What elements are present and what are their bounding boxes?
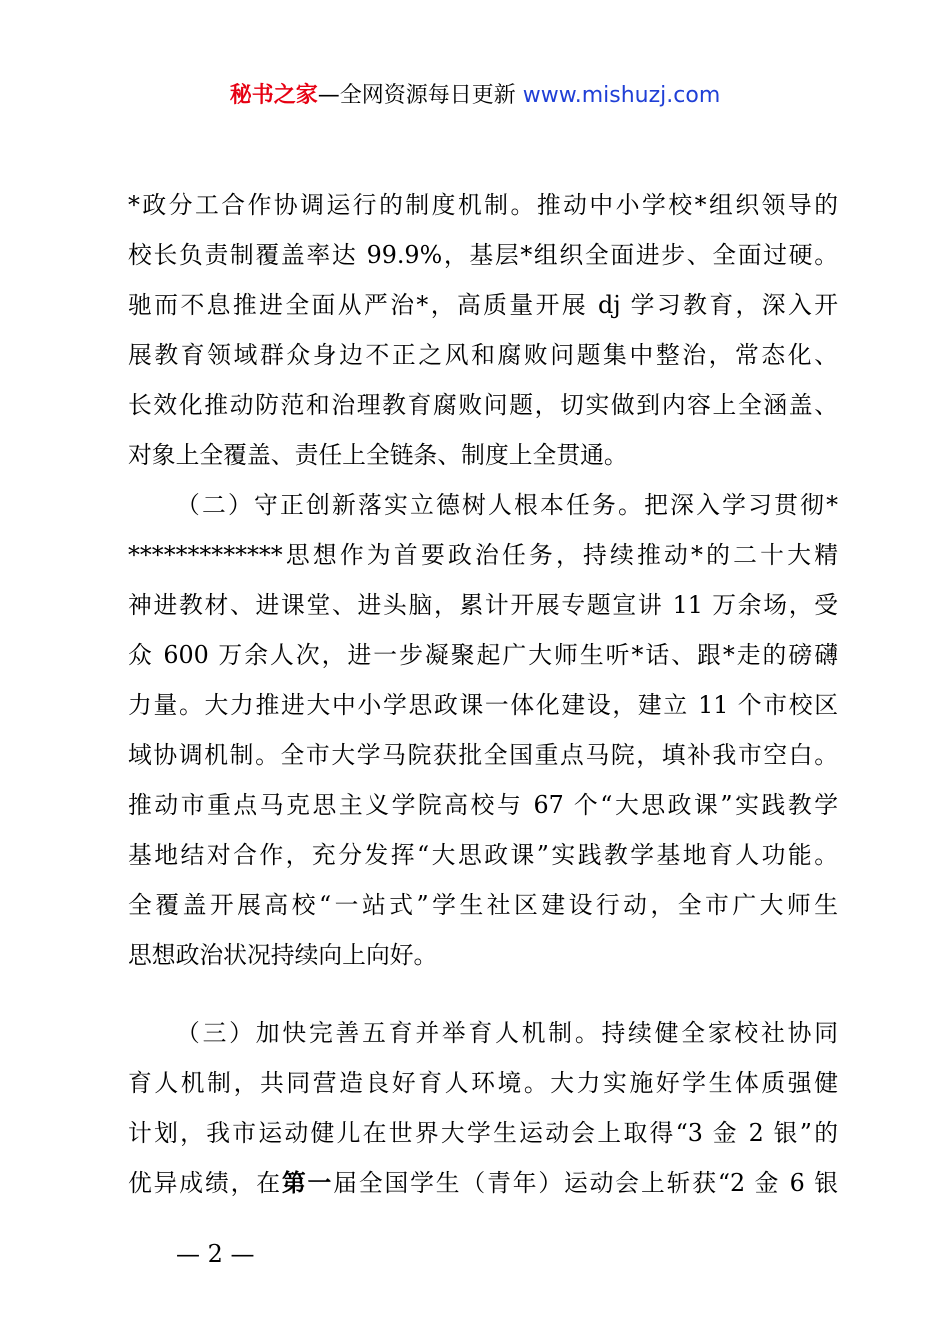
paragraph-2 (128, 480, 838, 980)
text-line: 域协调机制。全市大学马院获批全国重点马院，填补我市空白。 (128, 741, 838, 769)
page-number: — 2 — (176, 1240, 255, 1268)
text-line (128, 1158, 838, 1208)
text-line: *政分工合作协调运行的制度机制。推动中小学校*组织领导的 (128, 191, 838, 219)
site-header (0, 80, 950, 112)
site-url-link[interactable]: www.mishuzj.com (522, 83, 721, 108)
text-line: 全覆盖开展高校“一站式”学生社区建设行动，全市广大师生 (128, 891, 838, 919)
bold-text: 第一 (281, 1169, 334, 1197)
text-line: 基地结对合作，充分发挥“大思政课”实践教学基地育人功能。 (128, 841, 838, 869)
text-line: 神进教材、进课堂、进头脑，累计开展专题宣讲 11 万余场，受 (128, 591, 838, 619)
text-line: 思想政治状况持续向上向好。 (128, 941, 438, 969)
text-line: 计划，我市运动健儿在世界大学生运动会上取得“3 金 2 银”的 (128, 1119, 838, 1147)
text-line: 育人机制，共同营造良好育人环境。大力实施好学生体质强健 (128, 1069, 838, 1097)
text-line: 力量。大力推进大中小学思政课一体化建设，建立 11 个市校区 (128, 691, 838, 719)
text-line: 长效化推动防范和治理教育腐败问题，切实做到内容上全涵盖、 (128, 391, 838, 419)
text-line: 校长负责制覆盖率达 99.9%，基层*组织全面进步、全面过硬。 (128, 241, 838, 269)
text-fragment: 优异成绩，在 (128, 1169, 282, 1197)
text-line: 驰而不息推进全面从严治*，高质量开展 dj 学习教育，深入开 (128, 291, 838, 319)
paragraph-3 (128, 1008, 838, 1208)
text-line: 展教育领域群众身边不正之风和腐败问题集中整治，常态化、 (128, 341, 838, 369)
text-line: *************思想作为首要政治任务，持续推动*的二十大精 (128, 541, 838, 569)
section-heading-line: （二）守正创新落实立德树人根本任务。把深入学习贯彻* (176, 491, 838, 519)
section-heading-line: （三）加快完善五育并举育人机制。持续健全家校社协同 (176, 1019, 838, 1047)
document-body (128, 180, 838, 1208)
text-line: 对象上全覆盖、责任上全链条、制度上全贯通。 (128, 441, 628, 469)
paragraph-gap (128, 980, 838, 1008)
paragraph-1 (128, 180, 838, 480)
text-line: 推动市重点马克思主义学院高校与 67 个“大思政课”实践教学 (128, 791, 838, 819)
brand-name: 秘书之家 (229, 83, 318, 108)
text-line: 众 600 万余人次，进一步凝聚起广大师生听*话、跟*走的磅礴 (128, 641, 838, 669)
header-tagline: —全网资源每日更新 (317, 83, 523, 108)
text-fragment: 届全国学生（青年）运动会上斩获“2 金 6 银 (333, 1169, 839, 1197)
